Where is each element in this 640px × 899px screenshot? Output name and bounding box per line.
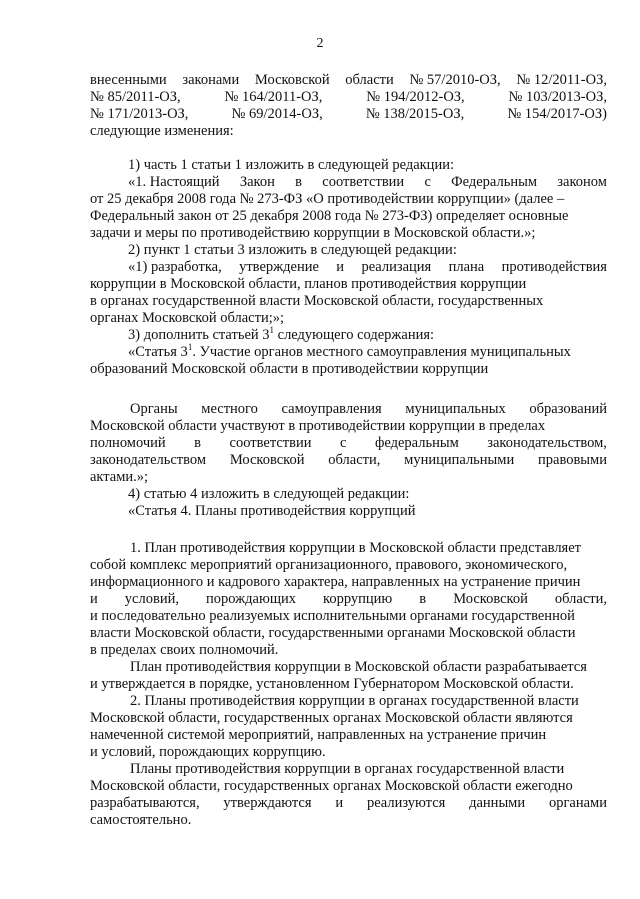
text-line: 2) пункт 1 статьи 3 изложить в следующей редакции: [128, 242, 457, 258]
text-line: «Статья $3^1$. Участие органов местного самоуправления муниципальных [128, 342, 571, 360]
text-line: План противодействия коррупции в Московской области разрабатывается [130, 659, 587, 675]
text-line: «1. Настоящий Закон в соответствии с Федеральным законом [128, 174, 607, 190]
text-line: № 171/2013-ОЗ, № 69/2014-ОЗ, № 138/2015-ОЗ, № 154/2017-ОЗ) [90, 106, 607, 122]
text-line: разрабатываются, утверждаются и реализуются данными органами [90, 795, 607, 811]
text-line: «1) разработка, утверждение и реализация плана противодействия [128, 259, 607, 275]
text-line: информационного и кадрового характера, направленных на устранение причин [90, 574, 581, 590]
text-line: № 85/2011-ОЗ, № 164/2011-ОЗ, № 194/2012-ОЗ, № 103/2013-ОЗ, [90, 89, 607, 105]
text-line: намеченной системой мероприятий, направленных на устранение причин [90, 727, 547, 743]
superscript: 1 [269, 325, 275, 336]
text-line: Московской области, государственных органах Московской области ежегодно [90, 778, 573, 794]
text-line: коррупции в Московской области, планов противодействия коррупции [90, 276, 527, 292]
text-line: Московской области участвуют в противодействии коррупции в пределах [90, 418, 546, 434]
text-line: от 25 декабря 2008 года № 273-ФЗ «О противодействии коррупции» (далее – [90, 191, 565, 207]
text-line: полномочий в соответствии с федеральным законодательством, [90, 435, 607, 451]
text-line: органах Московской области;»; [90, 310, 285, 326]
text-line: законодательством Московской области, муниципальными правовыми [90, 452, 607, 468]
text-line: и условий, порождающих коррупцию. [90, 744, 326, 760]
text-line: задачи и меры по противодействию коррупции в Московской области.»; [90, 225, 536, 241]
article-4-block [90, 540, 607, 829]
text-line: 1) часть 1 статьи 1 изложить в следующей редакции: [128, 157, 454, 173]
text-line: в органах государственной власти Московской области, государственных [90, 293, 544, 309]
page-number: 2 [316, 36, 324, 51]
intro-block [90, 72, 607, 140]
text-line: следующие изменения: [90, 123, 234, 139]
text-line: собой комплекс мероприятий организационного, правового, экономического, [90, 557, 568, 573]
text-line: и условий, порождающих коррупцию в Московской области, [90, 591, 607, 607]
amendments-block [90, 157, 607, 378]
text-line: образований Московской области в противодействии коррупции [90, 361, 489, 377]
article-3-1-block [90, 401, 607, 520]
text-line: «Статья 4. Планы противодействия коррупций [128, 503, 416, 519]
text-line: 3) дополнить статьей $3^1$ следующего содержания: [128, 325, 435, 343]
superscript: 1 [187, 342, 193, 353]
text-line: власти Московской области, государственными органами Московской области [90, 625, 576, 641]
text-line: 2. Планы противодействия коррупции в органах государственной власти [130, 693, 579, 709]
text-line: внесенными законами Московской области № 57/2010-ОЗ, № 12/2011-ОЗ, [90, 72, 607, 88]
text-line: актами.»; [90, 469, 149, 485]
text-line: 1. План противодействия коррупции в Московской области представляет [130, 540, 581, 556]
text-line: самостоятельно. [90, 812, 192, 828]
text-line: в пределах своих полномочий. [90, 642, 279, 658]
text-line: Органы местного самоуправления муниципальных образований [130, 401, 607, 417]
text-line: 4) статью 4 изложить в следующей редакции: [128, 486, 410, 502]
text-line: Федеральный закон от 25 декабря 2008 года № 273-ФЗ) определяет основные [90, 208, 569, 224]
text-line: и утверждается в порядке, установленном Губернатором Московской области. [90, 676, 574, 692]
text-line: Планы противодействия коррупции в органах государственной власти [130, 761, 565, 777]
text-line: и последовательно реализуемых исполнительными органами государственной [90, 608, 575, 624]
text-line: Московской области, государственных органах Московской области являются [90, 710, 573, 726]
